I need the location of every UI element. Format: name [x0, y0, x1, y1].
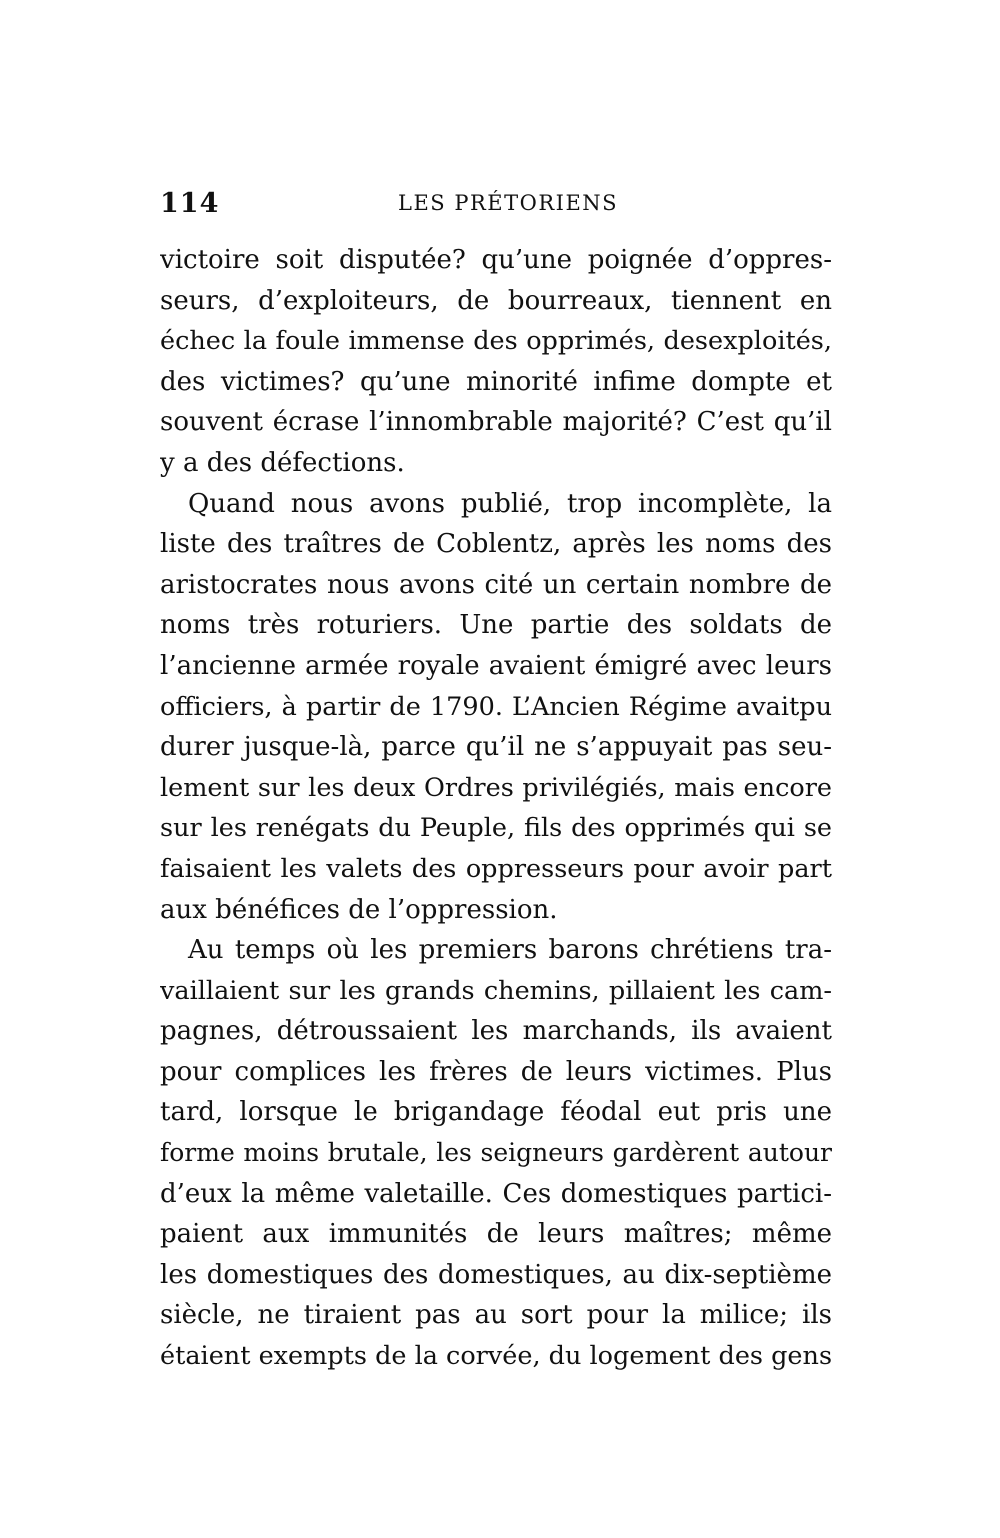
text-line: officiers, à partir de 1790. L’Ancien Régime avaitpu [160, 691, 832, 722]
text-line: victoire soit disputée? qu’une poignée d’oppres- [160, 245, 832, 275]
text-line: Quand nous avons publié, trop incomplète, la [188, 488, 832, 519]
text-line: siècle, ne tiraient pas au sort pour la milice; ils [160, 1300, 832, 1331]
text-line: pour complices les frères de leurs victimes. Plus [160, 1056, 832, 1087]
text-line: étaient exempts de la corvée, du logement des gens [160, 1341, 832, 1372]
text-line: d’eux la même valetaille. Ces domestiques partici- [160, 1178, 832, 1209]
text-line: aux bénéfices de l’oppression. [160, 894, 558, 925]
text-line: noms très roturiers. Une partie des soldats de [160, 610, 832, 641]
text-line: les domestiques des domestiques, au dix-septième [160, 1259, 832, 1290]
text-line: tard, lorsque le brigandage féodal eut pris une [160, 1097, 832, 1128]
text-line: forme moins brutale, les seigneurs gardèrent autour [160, 1138, 832, 1168]
text-line: y a des défections. [160, 447, 405, 478]
text-line: seurs, d’exploiteurs, de bourreaux, tiennent en [160, 285, 832, 316]
text-line: pagnes, détroussaient les marchands, ils avaient [160, 1016, 832, 1047]
text-line: durer jusque-là, parce qu’il ne s’appuyait pas seu- [160, 732, 832, 763]
text-line: Au temps où les premiers barons chrétiens tra- [188, 935, 832, 966]
text-line: vaillaient sur les grands chemins, pillaient les cam- [160, 975, 832, 1006]
text-line: souvent écrase l’innombrable majorité? C’est qu’il [160, 407, 832, 438]
text-line: faisaient les valets des oppresseurs pour avoir part [160, 853, 832, 884]
running-title: LES PRÉTORIENS [398, 191, 619, 215]
text-line: paient aux immunités de leurs maîtres; même [160, 1219, 832, 1250]
text-line: des victimes? qu’une minorité infime dompte et [160, 366, 832, 397]
body-text [160, 240, 832, 1377]
text-line: aristocrates nous avons cité un certain nombre de [160, 569, 832, 600]
text-line: l’ancienne armée royale avaient émigré avec leurs [160, 650, 832, 681]
page-number: 114 [160, 188, 220, 219]
running-head [160, 188, 832, 222]
text-line: échec la foule immense des opprimés, desexploités, [160, 326, 832, 357]
text-line: liste des traîtres de Coblentz, après les noms des [160, 529, 832, 560]
text-line: lement sur les deux Ordres privilégiés, mais encore [160, 772, 832, 803]
text-line: sur les renégats du Peuple, fils des opprimés qui se [160, 813, 832, 844]
